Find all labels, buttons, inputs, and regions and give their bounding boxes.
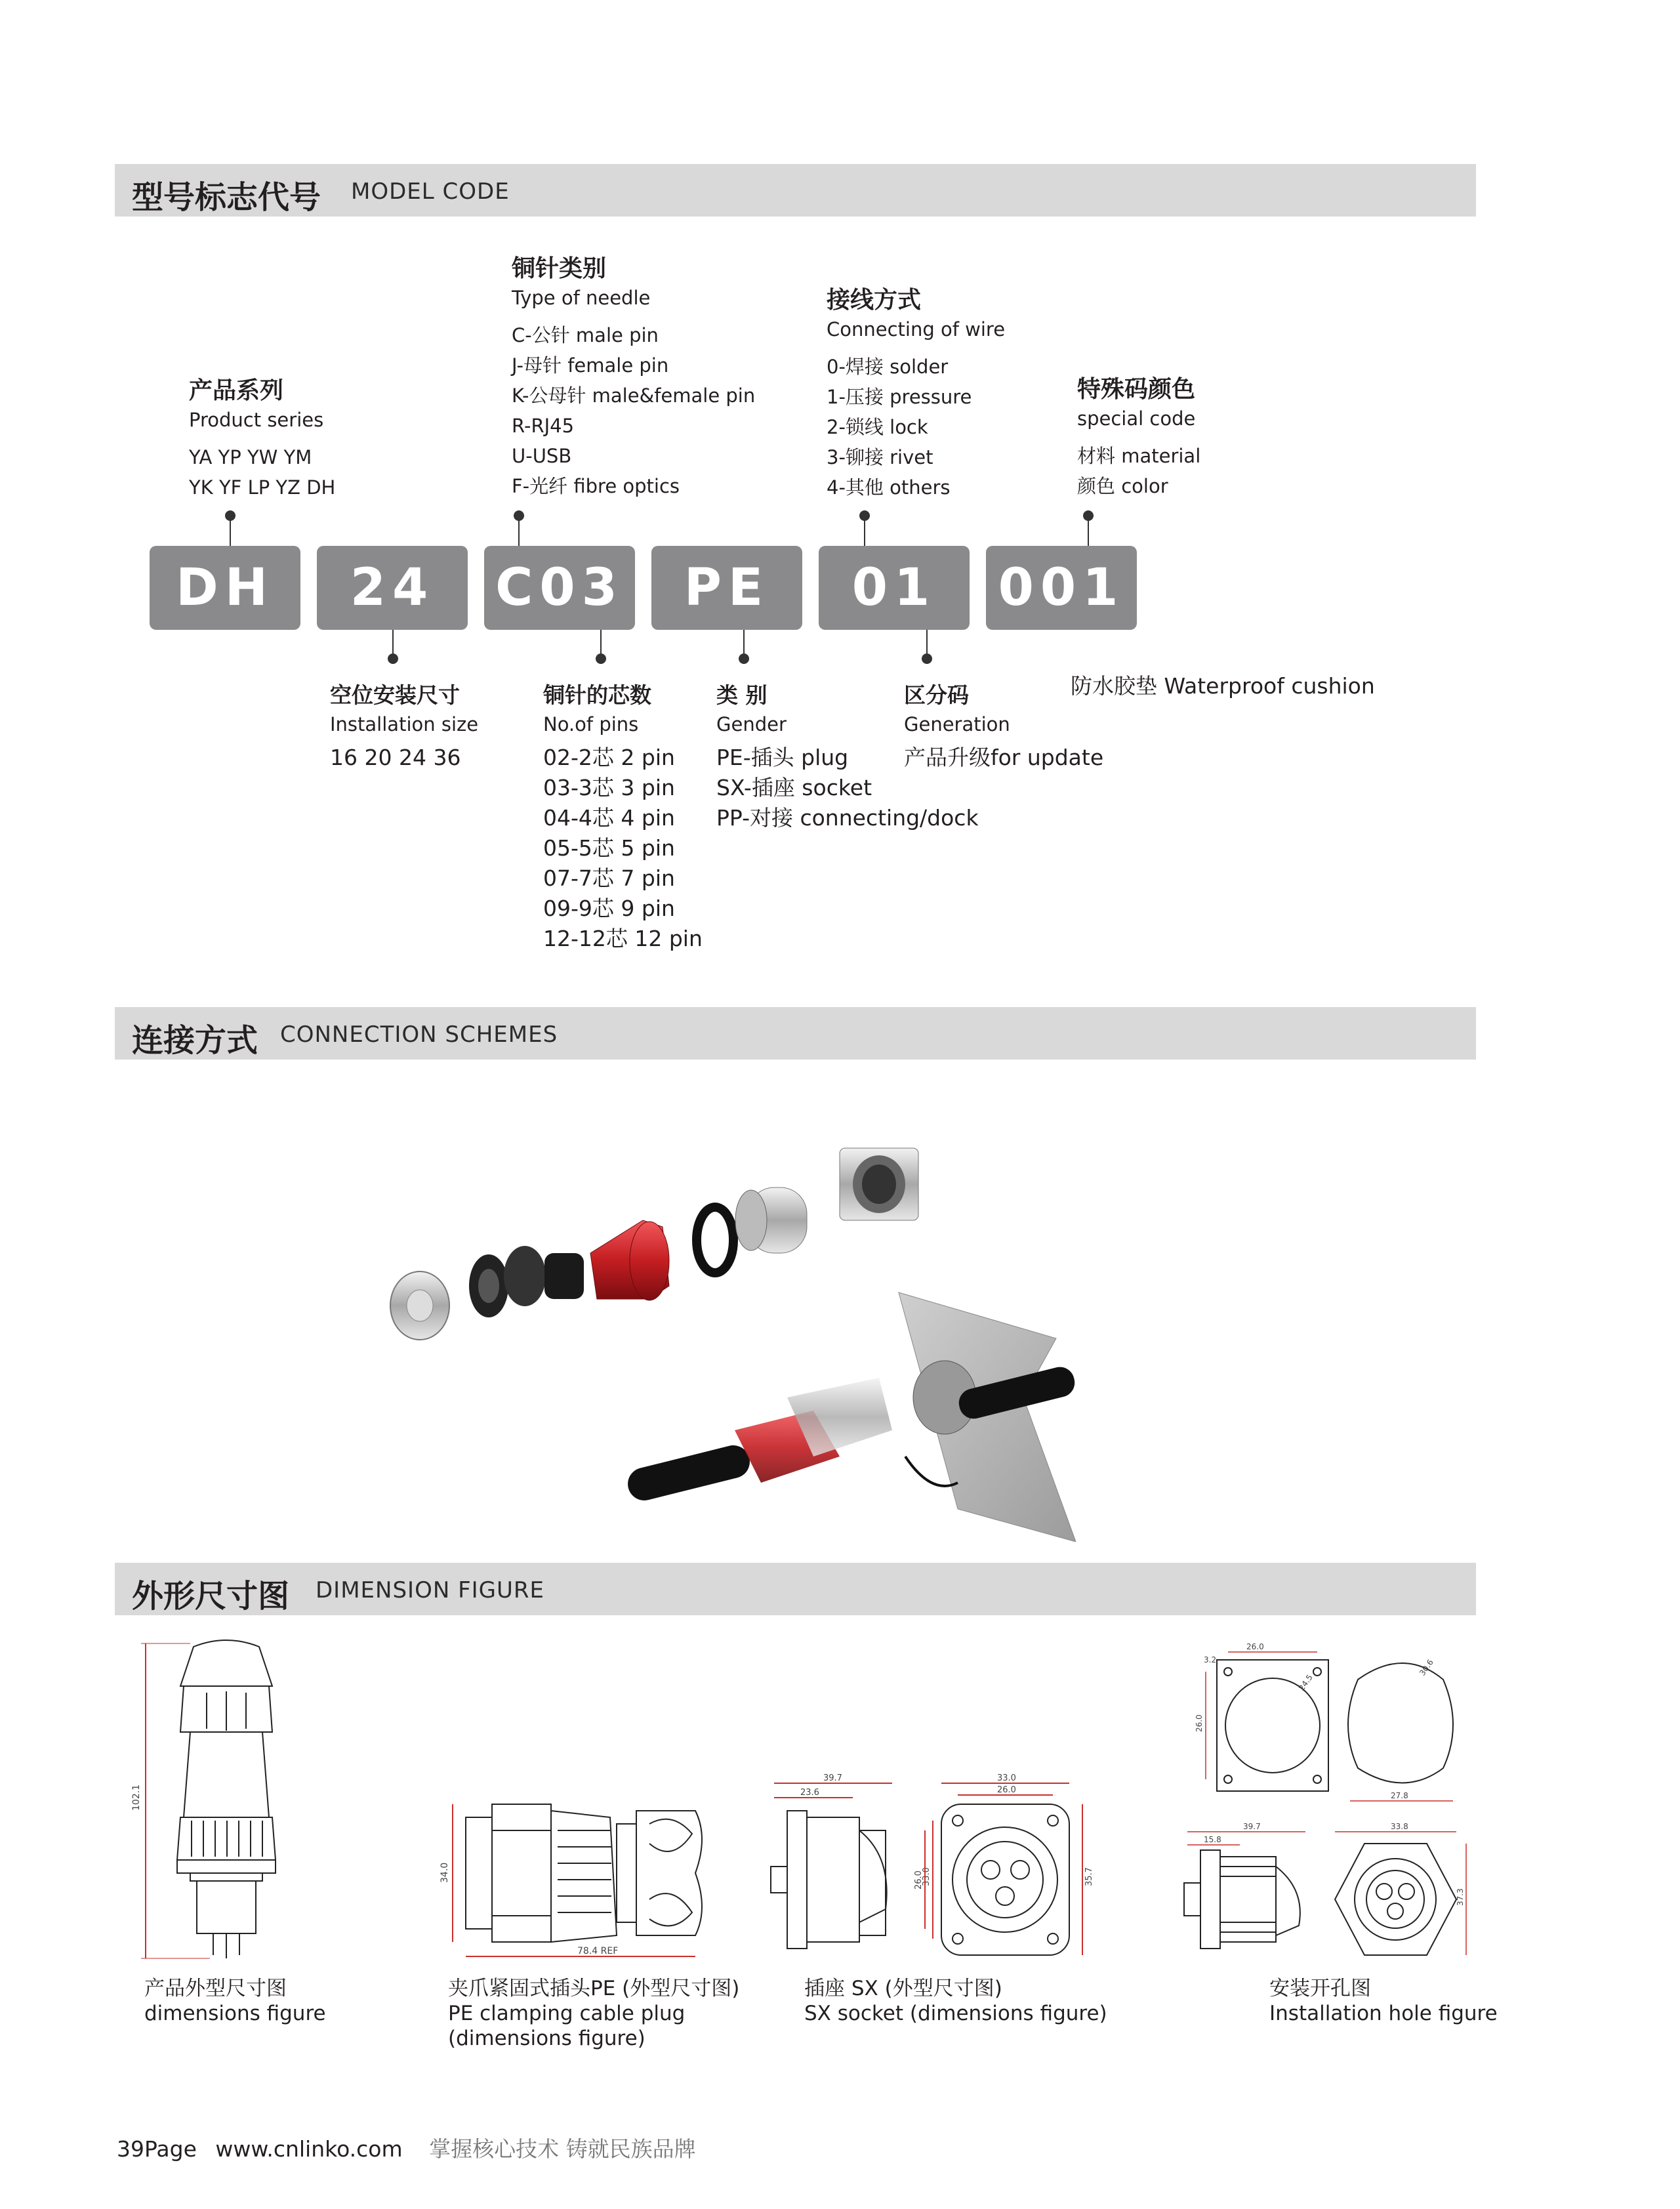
caption-pe-plug [448,1976,739,2051]
list-item: 02-2芯 2 pin [543,745,675,770]
dimension-value: 39.7 [1243,1822,1261,1831]
group-subheading: Generation [904,713,1010,735]
dimension-value: 33.0 [922,1867,932,1886]
section-bar-dimension [115,1563,1476,1615]
group-special-code [1077,374,1200,501]
group-subheading: Type of needle [512,287,651,309]
group-heading: 特殊码颜色 [1077,376,1196,403]
list-item: C-公针 male pin [512,324,659,346]
section-title-en: CONNECTION SCHEMES [280,1022,558,1048]
group-installation-size [330,680,478,773]
list-item: 05-5芯 5 pin [543,835,675,861]
group-subheading: Gender [716,713,787,735]
page-number: 39Page [117,2136,197,2162]
list-item: R-RJ45 [512,415,575,437]
list-item: 2-锁线 lock [827,416,928,438]
group-product-series [189,375,335,503]
group-subheading: Installation size [330,713,479,735]
section-title-cn: 型号标志代号 [132,179,321,216]
dimension-drawing-install-hole [1174,1640,1476,1968]
dimension-value: 30.6 [1417,1657,1435,1678]
list-item: J-母针 female pin [512,354,669,377]
group-heading: 接线方式 [827,287,922,314]
section-title-cn: 外形尺寸图 [132,1578,290,1615]
caption-install-hole [1269,1976,1498,2026]
dimension-value: 33.8 [1391,1822,1408,1831]
caption-line: SX socket (dimensions figure) [804,2002,1107,2025]
list-item: 07-7芯 7 pin [543,865,675,891]
section-bar-connection [115,1007,1476,1060]
caption-line: 插座 SX (外型尺寸图) [804,1977,1002,2000]
connector-line [1088,516,1089,546]
dimension-value: 34.0 [440,1862,450,1883]
section-title-en: MODEL CODE [351,178,510,205]
group-heading: 类 别 [716,682,768,708]
connector-line [518,516,520,546]
caption-line: Installation hole figure [1269,2002,1498,2025]
code-box-size: 24 [317,546,468,630]
dimension-value: 39.7 [823,1773,842,1783]
group-subheading: No.of pins [543,713,639,735]
dimension-value: 37.3 [1456,1888,1465,1906]
caption-line: 安装开孔图 [1269,1977,1371,2000]
list-item: 材料 material [1077,445,1201,467]
caption-line: 产品外型尺寸图 [144,1977,287,2000]
connector-line [864,516,865,546]
dimension-value: 3.2 [1204,1655,1217,1664]
list-item: PP-对接 connecting/dock [716,805,979,831]
list-item: 09-9芯 9 pin [543,896,675,921]
caption-plug [144,1976,326,2026]
dimension-value: 27.8 [1391,1791,1408,1800]
waterproof-label: 防水胶垫 Waterproof cushion [1071,673,1375,699]
dimension-drawing-pe-plug [440,1785,728,1968]
connector-line [230,516,231,546]
list-item: 4-其他 others [827,476,951,499]
list-item: 产品升级for update [904,745,1104,770]
list-item: YA YP YW YM [189,446,312,468]
dimension-value: 33.0 [997,1773,1016,1783]
group-heading: 空位安装尺寸 [330,682,460,708]
list-item: SX-插座 socket [716,775,872,800]
connector-line [926,630,928,656]
code-box-special: 001 [986,546,1137,630]
list-item: 颜色 color [1077,475,1168,497]
connector-dot [388,653,398,664]
list-item: 3-铆接 rivet [827,446,933,468]
list-item: 03-3芯 3 pin [543,775,675,800]
list-item: 0-焊接 solder [827,356,949,378]
section-bar-model-code [115,164,1476,217]
code-box-gender: PE [651,546,802,630]
group-subheading: special code [1077,407,1196,430]
list-item: 1-压接 pressure [827,386,972,408]
dimension-value: 26.0 [997,1785,1016,1795]
exploded-parts [390,1148,918,1340]
connector-line [743,630,745,656]
connector-line [600,630,602,656]
connector-dot [739,653,749,664]
group-heading: 产品系列 [189,377,284,404]
dimension-value: 24.5 [1296,1672,1315,1693]
section-title-en: DIMENSION FIGURE [316,1577,544,1603]
connector-line [392,630,394,656]
list-item: 12-12芯 12 pin [543,926,703,951]
caption-line: (dimensions figure) [448,2027,645,2050]
group-subheading: Product series [189,409,324,431]
code-box-needle: C03 [484,546,635,630]
section-title-cn: 连接方式 [132,1022,258,1059]
code-box-series: DH [150,546,300,630]
list-item: F-光纤 fibre optics [512,475,680,497]
code-box-wire: 01 [819,546,970,630]
list-item: U-USB [512,445,572,467]
group-heading: 铜针的芯数 [543,682,651,708]
dimension-value: 78.4 REF [577,1946,619,1956]
website-link[interactable]: www.cnlinko.com [215,2136,403,2162]
list-item: YK YF LP YZ DH [189,476,336,499]
connector-dot [922,653,932,664]
group-needle-type [512,253,755,501]
group-heading: 铜针类别 [512,255,607,282]
dimension-value: 26.0 [1195,1714,1204,1732]
list-item: 04-4芯 4 pin [543,805,675,831]
caption-sx-socket [804,1976,1107,2026]
footer-slogan: 掌握核心技术 铸就民族品牌 [429,2136,696,2162]
caption-line: PE clamping cable plug [448,2002,686,2025]
group-subheading: Connecting of wire [827,318,1006,341]
connection-illustration [367,1089,1089,1542]
dimension-value: 102.1 [131,1784,142,1811]
group-pin-count [543,680,703,954]
list-item: PE-插头 plug [716,745,849,770]
dimension-value: 35.7 [1084,1867,1094,1886]
list-item: K-公母针 male&female pin [512,384,756,407]
group-heading: 区分码 [904,682,969,708]
dimension-value: 15.8 [1204,1835,1221,1844]
group-wire-connection [827,285,1005,503]
dimension-drawing-plug [131,1634,321,1975]
dimension-value: 23.6 [800,1788,819,1798]
page-footer [117,2132,696,2163]
caption-line: 夹爪紧固式插头PE (外型尺寸图) [448,1977,740,2000]
dimension-drawing-sx-socket [761,1771,1115,1968]
caption-line: dimensions figure [144,2002,326,2025]
connector-dot [596,653,606,664]
dimension-value: 26.0 [914,1870,924,1889]
dimension-value: 26.0 [1246,1642,1264,1651]
list-item: 16 20 24 36 [330,745,461,770]
